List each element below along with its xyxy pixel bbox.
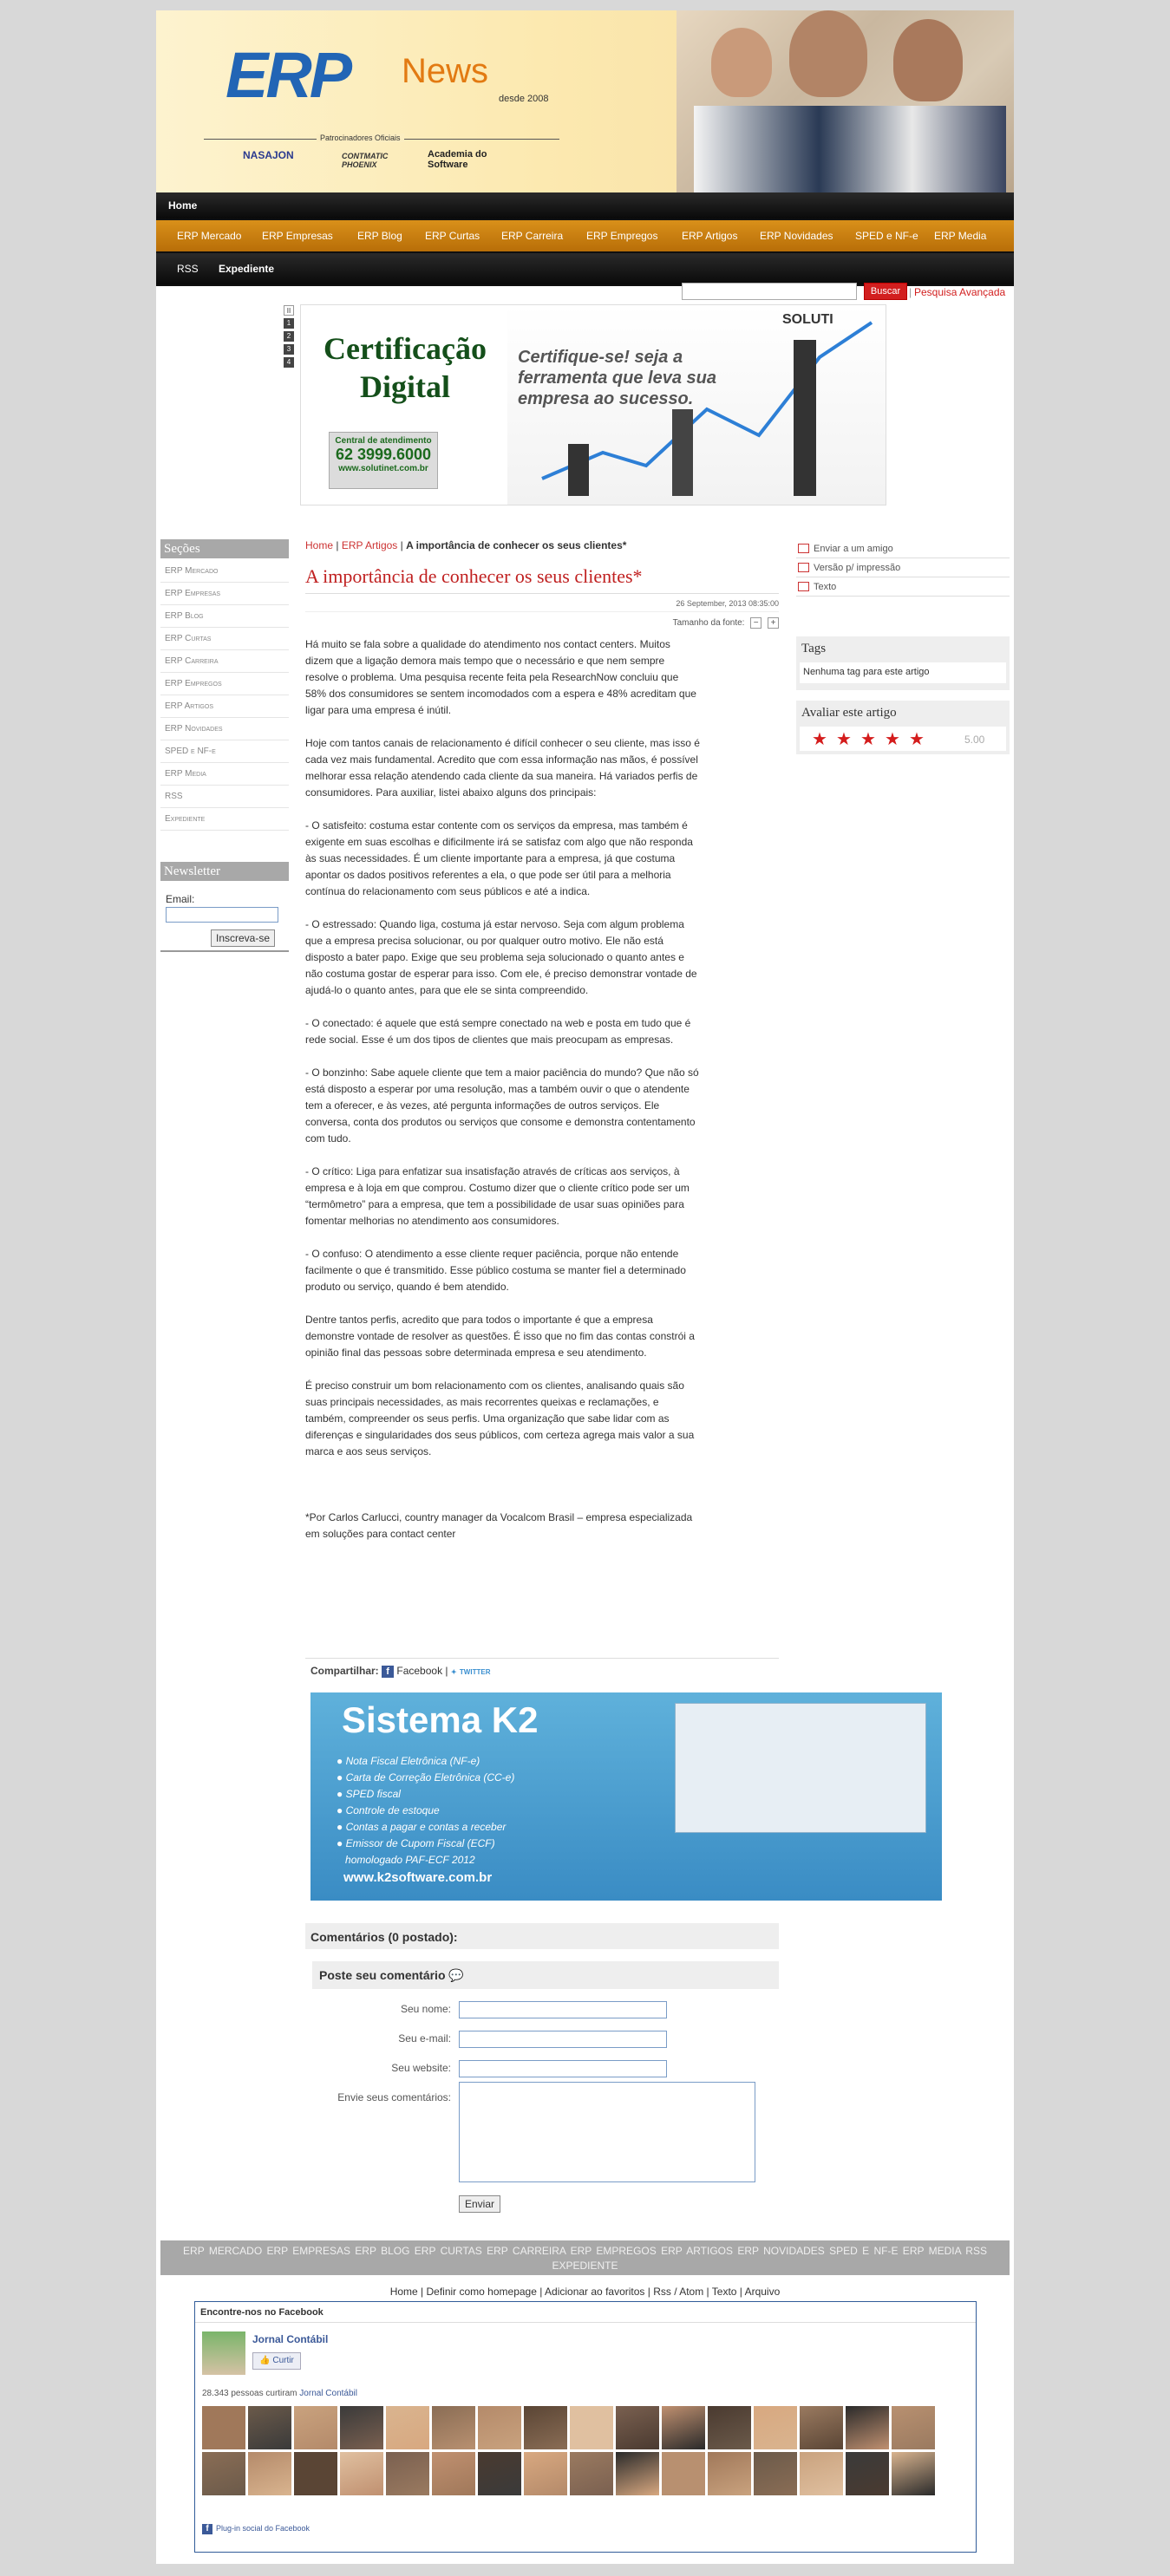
banner-page-3[interactable]: 3	[284, 344, 294, 355]
newsletter-box	[160, 862, 289, 952]
rating-value: 5.00	[964, 734, 985, 746]
article-body	[305, 636, 700, 1542]
facebook-fan-avatar[interactable]	[662, 2406, 705, 2449]
banner-slogan: Certifique-se! seja a ferramenta que leva sua empresa ao sucesso.	[518, 348, 716, 408]
comment-bubble-icon: 💬	[448, 1968, 464, 1982]
tags-box	[796, 636, 1010, 690]
facebook-fan-avatar[interactable]	[340, 2406, 383, 2449]
banner-phone-box	[329, 432, 438, 489]
star-icon[interactable]: ★	[836, 730, 852, 749]
nav-item-erp-empresas[interactable]: ERP Empresas	[262, 230, 333, 242]
k2-feature: ● SPED fiscal	[337, 1788, 401, 1800]
breadcrumb-home[interactable]: Home	[305, 539, 334, 551]
facebook-fan-avatar[interactable]	[754, 2452, 797, 2495]
facebook-like-count: 28.343 pessoas curtiram Jornal Contábil	[202, 2389, 358, 2398]
email-input[interactable]	[459, 2031, 667, 2048]
facebook-fan-avatar[interactable]	[248, 2406, 291, 2449]
sponsors-title: Patrocinadores Oficiais	[317, 134, 404, 142]
breadcrumb-current: A importância de conhecer os seus clientes*	[406, 539, 627, 551]
facebook-fan-avatar[interactable]	[708, 2452, 751, 2495]
article-paragraph: - O bonzinho: Sabe aquele cliente que tem a maior paciência do mundo? Que não só está disposto a esperar por uma resolução, mas a também ouvir o que o atendente tem a oferecer, e às vezes, até pergunta informações de outros serviços. Ele conversa, conta dos produtos ou serviços que consome e demonstra contentamento com tudo.	[305, 1066, 699, 1145]
document-icon	[798, 582, 809, 591]
facebook-icon: f	[202, 2524, 212, 2534]
nav-item-sped-nfe[interactable]: SPED e NF-e	[855, 230, 918, 242]
font-size-label: Tamanho da fonte:	[672, 618, 745, 628]
newsletter-email-label: Email:	[166, 893, 195, 905]
banner-page-1[interactable]: 1	[284, 318, 294, 329]
facebook-fan-avatar[interactable]	[662, 2452, 705, 2495]
nav-item-erp-blog[interactable]: ERP Blog	[357, 230, 402, 242]
k2-feature: ● Carta de Correção Eletrônica (CC-e)	[337, 1771, 515, 1784]
sponsor-nasajon[interactable]: NASAJON	[243, 149, 294, 161]
banner-phone: 62 3999.6000	[335, 446, 432, 463]
banner-title: Certificação Digital	[324, 331, 487, 404]
facebook-fan-avatar[interactable]	[294, 2452, 337, 2495]
facebook-page-avatar[interactable]	[202, 2331, 245, 2375]
search-separator: |	[909, 286, 912, 298]
share-bar: Compartilhar: f Facebook | ✦ TWITTER	[310, 1665, 491, 1677]
sidebar-item-erp-empregos[interactable]: ERP Empregos	[160, 673, 289, 695]
facebook-fan-avatar[interactable]	[570, 2406, 613, 2449]
logo-news[interactable]: News	[402, 52, 489, 90]
k2-feature: ● Controle de estoque	[337, 1804, 440, 1816]
sidebar-item-erp-blog[interactable]: ERP Blog	[160, 605, 289, 628]
banner-page-2[interactable]: 2	[284, 331, 294, 342]
article-paragraph: - O estressado: Quando liga, costuma já estar nervoso. Seja com algum problema que a empresa precisa solucionar, ou por qualquer outro motivo. Ele não está disposto a bater papo. Exige que seu problema seja solucionado o quanto antes e não costuma gostar de esperar para isso. Com ele, é preciso demonstrar vontade de ajudá-lo o quanto antes, para que ele se sinta compreendido.	[305, 918, 697, 996]
site-header	[156, 10, 1014, 192]
banner-page-4[interactable]: 4	[284, 357, 294, 368]
sections-title: Seções	[160, 539, 289, 560]
name-label: Seu nome:	[400, 2003, 451, 2015]
facebook-plugin-credit[interactable]: f Plug-in social do Facebook	[202, 2524, 310, 2534]
sponsor-academia[interactable]: Academia do Software	[428, 149, 487, 170]
ad-banner-k2[interactable]	[310, 1692, 942, 1901]
facebook-fan-avatar[interactable]	[386, 2452, 429, 2495]
star-icon[interactable]: ★	[885, 730, 900, 749]
sidebar-item-erp-media[interactable]: ERP Media	[160, 763, 289, 786]
newsletter-email-input[interactable]	[166, 907, 278, 923]
submit-comment-button[interactable]: Enviar	[459, 2195, 500, 2213]
breadcrumb-section[interactable]: ERP Artigos	[341, 539, 398, 551]
facebook-fan-avatar[interactable]	[202, 2452, 245, 2495]
sidebar-item-erp-curtas[interactable]: ERP Curtas	[160, 628, 289, 650]
article-paragraph: - O satisfeito: costuma estar contente com os serviços da empresa, mas também é exigente em suas escolhas e dificilmente irá se satisfaz com algo que não responda às suas necessidades. É um cliente importante para a empresa, já que costuma apontar os dados positivos referentes a ela, o que pode ser útil para a melhoria contínua do relacionamento com seus públicos e até a indica.	[305, 819, 693, 897]
facebook-fan-avatar[interactable]	[846, 2406, 889, 2449]
facebook-fan-avatar[interactable]	[616, 2452, 659, 2495]
facebook-fan-avatar[interactable]	[800, 2452, 843, 2495]
facebook-fan-avatar[interactable]	[524, 2452, 567, 2495]
footer-links[interactable]: Home | Definir como homepage | Adicionar ao favoritos | Rss / Atom | Texto | Arquivo	[389, 2286, 781, 2298]
share-label: Compartilhar:	[310, 1665, 379, 1677]
k2-feature: ● Nota Fiscal Eletrônica (NF-e)	[337, 1755, 480, 1767]
star-icon[interactable]: ★	[860, 730, 876, 749]
post-comment-label: Poste seu comentário	[319, 1968, 446, 1982]
banner-brand: SOLUTI	[782, 312, 833, 327]
article-paragraph: - O confuso: O atendimento a esse cliente requer paciência, porque não entende facilmente o que é transmitido. Esse público costuma se manter fiel a determinado produto ou serviço, quando é bem atendido.	[305, 1248, 686, 1293]
facebook-widget	[194, 2301, 977, 2553]
facebook-fan-avatar[interactable]	[708, 2406, 751, 2449]
name-input[interactable]	[459, 2001, 667, 2018]
nav-home[interactable]: Home	[168, 199, 198, 212]
comment-textarea[interactable]	[459, 2082, 755, 2182]
comment-label: Envie seus comentários:	[337, 2091, 451, 2103]
rating-title: Avaliar este artigo	[801, 706, 897, 720]
article-paragraph: Há muito se fala sobre a qualidade do atendimento nos contact centers. Muitos dizem que a ligação demora mais tempo que o necessário e que nem sempre resolve o problema. Uma pesquisa recente feita pela ResearchNow concluiu que 58% dos consumidores se sentem incomodados com a espera e 48% acreditam que ligar para uma empresa é inútil.	[305, 638, 696, 716]
tags-title: Tags	[801, 642, 827, 655]
k2-screenshot-graphic	[675, 1703, 926, 1833]
facebook-page-name[interactable]: Jornal Contábil	[252, 2333, 329, 2345]
facebook-fan-avatar[interactable]	[754, 2406, 797, 2449]
share-facebook-link[interactable]: Facebook	[396, 1665, 443, 1677]
advanced-search-link[interactable]: Pesquisa Avançada	[914, 286, 1006, 298]
breadcrumb: Home | ERP Artigos | A importância de conhecer os seus clientes*	[305, 539, 627, 551]
nav-item-erp-empregos[interactable]: ERP Empregos	[586, 230, 658, 242]
nav-item-erp-media[interactable]: ERP Media	[934, 230, 987, 242]
share-divider	[305, 1658, 779, 1659]
article-date: 26 September, 2013 08:35:00	[305, 599, 779, 612]
nav-primary	[156, 220, 1014, 251]
facebook-fan-avatar[interactable]	[846, 2452, 889, 2495]
website-label: Seu website:	[391, 2062, 451, 2074]
email-icon	[798, 544, 809, 553]
font-increase-button[interactable]: +	[768, 617, 779, 629]
page-wrapper	[156, 10, 1014, 2564]
article-paragraph: - O conectado: é aquele que está sempre conectado na web e posta em tudo que é rede social. Esse é um dos tipos de clientes que mais preocupam as empresas.	[305, 1017, 691, 1046]
nav-item-erp-novidades[interactable]: ERP Novidades	[760, 230, 833, 242]
article-paragraph: - O crítico: Liga para enfatizar sua insatisfação através de críticas aos serviços, à empresa e à loja em que comprou. Costumo dizer que o cliente crítico pode ser um “termômetro” para a empresa, que tem a possibilidade de usar suas opiniões para fomentar melhorias no atendimento aos consumidores.	[305, 1165, 690, 1227]
k2-feature: ● Contas a pagar e contas a receber	[337, 1821, 507, 1833]
print-icon	[798, 563, 809, 572]
nav-item-rss[interactable]: RSS	[177, 263, 199, 275]
sponsor-contmatic[interactable]: CONTMATIC PHOENIX	[342, 152, 389, 169]
facebook-fan-avatar[interactable]	[386, 2406, 429, 2449]
tool-text[interactable]: Texto	[796, 577, 1010, 597]
k2-url: www.k2software.com.br	[343, 1870, 493, 1885]
banner-pager	[284, 305, 294, 370]
sidebar-item-sped-nfe[interactable]: SPED e NF-e	[160, 740, 289, 763]
facebook-fan-avatar[interactable]	[478, 2452, 521, 2495]
star-icon[interactable]: ★	[909, 730, 925, 749]
facebook-like-button[interactable]: 👍 Curtir	[252, 2352, 301, 2370]
article-paragraph	[305, 1477, 700, 1493]
facebook-fan-avatar[interactable]	[248, 2452, 291, 2495]
main-nav	[156, 192, 1014, 286]
nav-secondary	[156, 253, 1014, 284]
twitter-icon[interactable]: ✦	[450, 1668, 457, 1676]
font-size-control	[305, 617, 779, 633]
nav-item-erp-artigos[interactable]: ERP Artigos	[682, 230, 738, 242]
banner-pause-button[interactable]: II	[284, 305, 294, 316]
footer-nav[interactable]: ERP MERCADO ERP EMPRESAS ERP BLOG ERP CURTAS ERP CARREIRA ERP EMPREGOS ERP ARTIGOS ERP NOVIDADES SPED E NF-E ERP MEDIA RSS EXPEDIENTE	[160, 2240, 1010, 2275]
article-author: *Por Carlos Carlucci, country manager da Vocalcom Brasil – empresa especializada em soluções para contact center	[305, 1511, 693, 1540]
k2-feature: ● Emissor de Cupom Fiscal (ECF)	[337, 1837, 495, 1849]
logo-erp[interactable]: ERP	[226, 39, 350, 111]
star-icon[interactable]: ★	[812, 730, 827, 749]
tags-empty: Nenhuma tag para este artigo	[800, 662, 1006, 683]
facebook-icon[interactable]: f	[382, 1666, 394, 1678]
nav-top-bar	[156, 192, 1014, 218]
search-input[interactable]	[682, 283, 857, 300]
tool-send-friend[interactable]: Enviar a um amigo	[796, 539, 1010, 558]
banner-center-label: Central de atendimento	[335, 436, 432, 446]
website-input[interactable]	[459, 2060, 667, 2077]
facebook-fan-avatar[interactable]	[432, 2452, 475, 2495]
sidebar-item-erp-empresas[interactable]: ERP Empresas	[160, 583, 289, 605]
rating-box	[796, 701, 1010, 754]
facebook-fan-avatar[interactable]	[340, 2452, 383, 2495]
article-paragraph: É preciso construir um bom relacionamento com os clientes, analisando quais são suas principais necessidades, as mais recorrentes queixas e reclamações, e também, compreender os seus perfis. Uma organização que sabe lidar com as diferenças e singularidades dos seus públicos, com certeza agrega mais valor a sua marca e aos seus serviços.	[305, 1379, 695, 1458]
rating-stars	[800, 727, 1006, 751]
newsletter-title: Newsletter	[160, 862, 289, 883]
facebook-fan-avatar[interactable]	[202, 2406, 245, 2449]
facebook-fan-avatar[interactable]	[800, 2406, 843, 2449]
sidebar-item-erp-artigos[interactable]: ERP Artigos	[160, 695, 289, 718]
font-decrease-button[interactable]: −	[750, 617, 761, 629]
k2-features	[337, 1753, 514, 1868]
facebook-fan-avatar[interactable]	[478, 2406, 521, 2449]
comments-title: Comentários (0 postado):	[305, 1923, 779, 1949]
facebook-fan-avatar[interactable]	[524, 2406, 567, 2449]
facebook-fan-avatar[interactable]	[432, 2406, 475, 2449]
sidebar-item-erp-novidades[interactable]: ERP Novidades	[160, 718, 289, 740]
k2-title: Sistema K2	[342, 1699, 539, 1740]
article-main	[305, 539, 779, 2210]
facebook-widget-title: Encontre-nos no Facebook	[195, 2302, 976, 2323]
facebook-fan-avatar[interactable]	[892, 2406, 935, 2449]
article-paragraph: Dentre tantos perfis, acredito que para todos o importante é que a empresa demonstre vontade de resolver as questões. É isso que no fim das contas constrói a opinião final das pessoas sobre determinada empresa e seu atendimento.	[305, 1314, 695, 1359]
ad-banner-certificacao[interactable]	[300, 304, 886, 505]
nav-item-erp-curtas[interactable]: ERP Curtas	[425, 230, 480, 242]
facebook-fan-avatar[interactable]	[616, 2406, 659, 2449]
logo-since: desde 2008	[499, 94, 549, 104]
nav-item-expediente[interactable]: Expediente	[219, 263, 275, 275]
share-twitter-link[interactable]: TWITTER	[459, 1668, 491, 1676]
nav-item-erp-mercado[interactable]: ERP Mercado	[177, 230, 242, 242]
banner-site: www.solutinet.com.br	[338, 464, 428, 473]
post-comment-title	[312, 1961, 779, 1989]
article-title: A importância de conhecer os seus clientes*	[305, 565, 779, 594]
article-tools	[796, 539, 1010, 749]
nav-item-erp-carreira[interactable]: ERP Carreira	[501, 230, 564, 242]
article-paragraph: Hoje com tantos canais de relacionamento é difícil conhecer o seu cliente, mas isso é cada vez mais fundamental. Acredito que com essa informação nas mãos, é possível melhorar essa relação atendendo cada cliente da sua maneira. Há variados perfis de consumidores. Para auxiliar, listei abaixo alguns dos principais:	[305, 737, 700, 799]
header-photo	[677, 10, 1014, 192]
facebook-fan-avatar[interactable]	[294, 2406, 337, 2449]
sidebar-sections	[160, 539, 289, 831]
facebook-fan-avatar[interactable]	[892, 2452, 935, 2495]
tool-print[interactable]: Versão p/ impressão	[796, 558, 1010, 577]
sidebar-item-rss[interactable]: RSS	[160, 786, 289, 808]
search-button[interactable]: Buscar	[864, 283, 907, 300]
sidebar-item-erp-mercado[interactable]: ERP Mercado	[160, 560, 289, 583]
newsletter-subscribe-button[interactable]: Inscreva-se	[211, 929, 275, 947]
sidebar-item-expediente[interactable]: Expediente	[160, 808, 289, 831]
sidebar-item-erp-carreira[interactable]: ERP Carreira	[160, 650, 289, 673]
email-label: Seu e-mail:	[398, 2032, 451, 2044]
facebook-fan-avatar[interactable]	[570, 2452, 613, 2495]
k2-feature: homologado PAF-ECF 2012	[345, 1854, 475, 1866]
